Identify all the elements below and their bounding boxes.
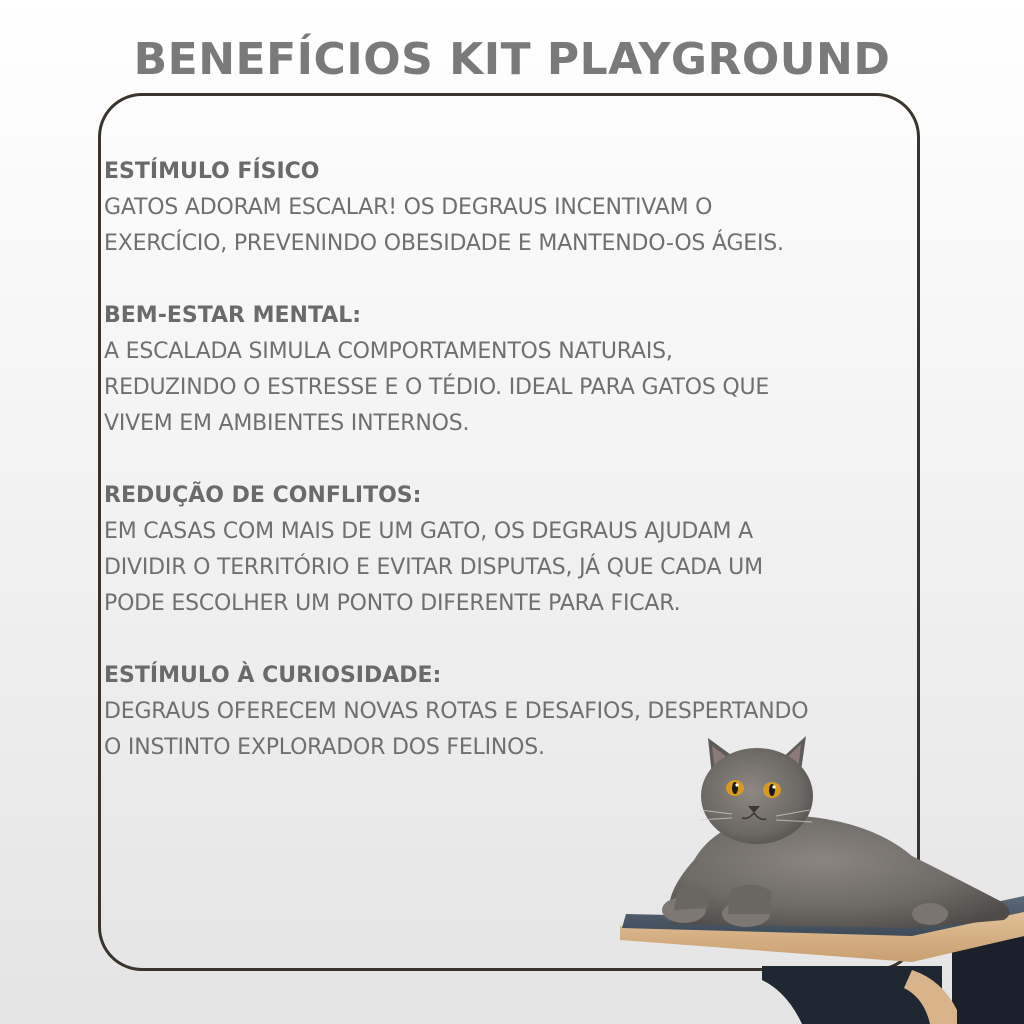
benefit-text-line: O INSTINTO EXPLORADOR DOS FELINOS. <box>104 735 545 760</box>
benefit-heading: REDUÇÃO DE CONFLITOS: <box>104 483 422 508</box>
benefit-heading: ESTÍMULO FÍSICO <box>104 159 320 184</box>
benefit-section-conflicts <box>104 478 924 622</box>
benefits-list <box>104 154 924 802</box>
cat-on-shelf-illustration <box>612 730 1024 1024</box>
benefit-text-line: EM CASAS COM MAIS DE UM GATO, OS DEGRAUS AJUDAM A <box>104 519 753 544</box>
benefit-text-line: DEGRAUS OFERECEM NOVAS ROTAS E DESAFIOS, DESPERTANDO <box>104 699 809 724</box>
benefit-text-line: A ESCALADA SIMULA COMPORTAMENTOS NATURAIS, <box>104 339 673 364</box>
cat-back-paw <box>912 903 948 925</box>
benefit-heading: BEM-ESTAR MENTAL: <box>104 303 362 328</box>
page-title: BENEFÍCIOS KIT PLAYGROUND <box>133 34 891 85</box>
benefit-text-line: EXERCÍCIO, PREVENINDO OBESIDADE E MANTENDO-OS ÁGEIS. <box>104 231 784 256</box>
benefit-heading: ESTÍMULO À CURIOSIDADE: <box>104 663 442 688</box>
benefit-section-physical <box>104 154 924 262</box>
benefit-text-line: VIVEM EM AMBIENTES INTERNOS. <box>104 411 470 436</box>
benefit-text-line: PODE ESCOLHER UM PONTO DIFERENTE PARA FICAR. <box>104 591 681 616</box>
benefit-text-line: GATOS ADORAM ESCALAR! OS DEGRAUS INCENTIVAM O <box>104 195 713 220</box>
cat-body <box>669 816 1010 928</box>
cat-head <box>701 748 813 844</box>
benefit-section-mental <box>104 298 924 442</box>
benefit-text-line: DIVIDIR O TERRITÓRIO E EVITAR DISPUTAS, JÁ QUE CADA UM <box>104 555 763 580</box>
benefit-text-line: REDUZINDO O ESTRESSE E O TÉDIO. IDEAL PARA GATOS QUE <box>104 375 770 400</box>
